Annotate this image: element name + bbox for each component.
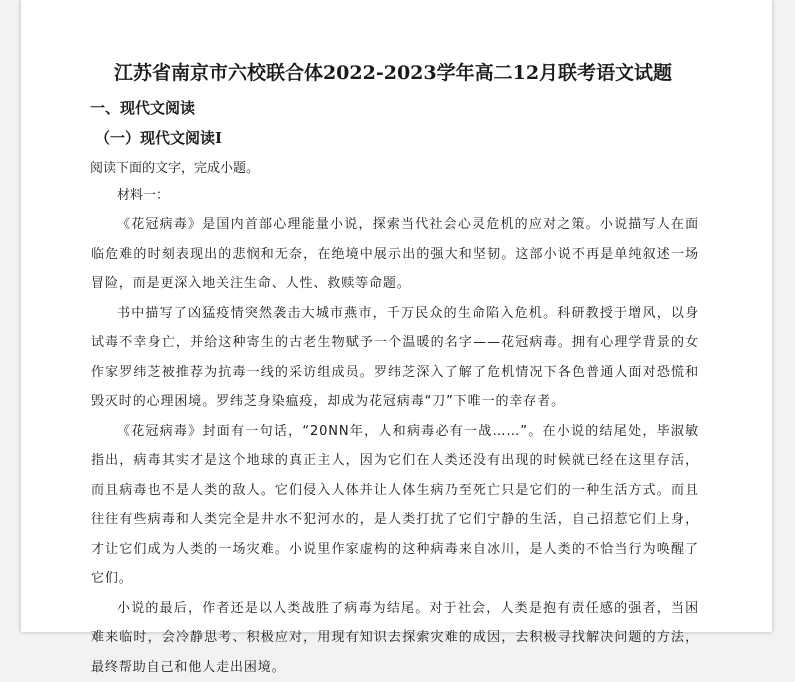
paragraph-1: 《花冠病毒》是国内首部心理能量小说，探索当代社会心灵危机的应对之策。小说描写人在面临危难的时刻表现出的悲悯和无奈，在绝境中展示出的强大和坚韧。这部小说不再是单纯叙述一场冒险，而是更深入地关注生命、人性、救赎等命题。 [91, 210, 699, 299]
paragraph-3: 《花冠病毒》封面有一句话，“20NN年，人和病毒必有一战……”。在小说的结尾处，毕淑敏指出，病毒其实才是这个地球的真正主人，因为它们在人类还没有出现的时候就已经在这里存活，而且病毒也不是人类的敌人。它们侵入人体并让人体生病乃至死亡只是它们的一种生活方式。而且往往有些病毒和人类完全是井水不犯河水的，是人类打扰了它们宁静的生活，自己招惹它们上身，才让它们成为人类的一场灾难。小说里作家虚构的这种病毒来自冰川，是人类的不恰当行为唤醒了它们。 [91, 417, 699, 594]
paragraph-4: 小说的最后，作者还是以人类战胜了病毒为结尾。对于社会，人类是抱有责任感的强者，当困难来临时，会冷静思考、积极应对，用现有知识去探索灾难的成因，去积极寻找解决问题的方法，最终帮助自己和他人走出困境。 [91, 594, 699, 682]
subsection-heading: （一）现代文阅读Ⅰ [95, 127, 699, 148]
document-page [21, 0, 772, 632]
section-heading: 一、现代文阅读 [90, 97, 699, 118]
material-label: 材料一： [117, 184, 699, 203]
paragraph-2: 书中描写了凶猛疫情突然袭击大城市燕市，千万民众的生命陷入危机。科研教授于增风，以身试毒不幸身亡，并给这种寄生的古老生物赋予一个温暖的名字——花冠病毒。拥有心理学背景的女作家罗纬芝被推荐为抗毒一线的采访组成员。罗纬芝深入了解了危机情况下各色普通人面对恐慌和毁灭时的心理困境。罗纬芝身染瘟疫，却成为花冠病毒“刀”下唯一的幸存者。 [91, 299, 699, 417]
document-title: 江苏省南京市六校联合体2022-2023学年高二12月联考语文试题 [87, 58, 699, 85]
reading-instruction: 阅读下面的文字，完成小题。 [90, 157, 699, 176]
document-content [91, 58, 699, 682]
